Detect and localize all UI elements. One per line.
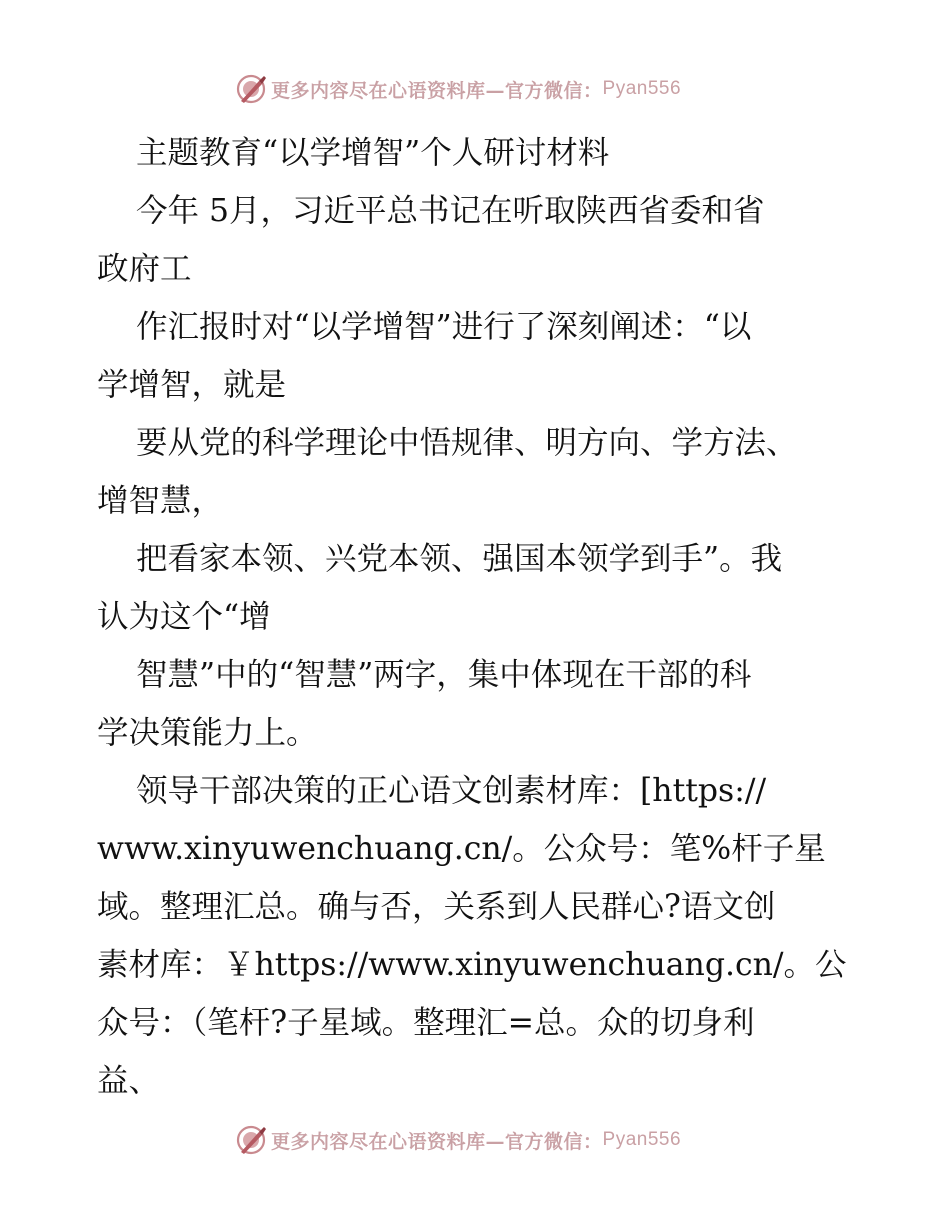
text-line: 把看家本领、兴党本领、强国本领学到手”。我: [136, 541, 783, 577]
banner-text: 更多内容尽在心语资料库—官方微信：: [271, 79, 603, 102]
banner-wechat-id: Pyan556: [602, 78, 682, 99]
banner-text: 更多内容尽在心语资料库—官方微信：: [271, 1130, 603, 1153]
text-line: 益、: [97, 1063, 161, 1099]
text-line: 智慧”中的“智慧”两字，集中体现在干部的科: [136, 657, 752, 693]
text-line: 领导干部决策的正心语文创素材库：[https://: [136, 773, 767, 809]
text-line: 今年 5月，习近平总书记在听取陕西省委和省: [136, 193, 765, 229]
footer-banner: [235, 1123, 681, 1157]
text-line: 作汇报时对“以学增智”进行了深刻阐述：“以: [136, 309, 752, 345]
text-line: 认为这个“增: [97, 599, 271, 635]
text-line: 众号：（笔杆?子星域。整理汇=总。众的切身利: [97, 1005, 755, 1041]
text-line: 政府工: [97, 251, 192, 287]
text-line: 要从党的科学理论中悟规律、明方向、学方法、: [136, 425, 798, 461]
text-line: www.xinyuwenchuang.cn/。公众号：笔%杆子星: [97, 831, 826, 867]
brush-logo-icon: [235, 1124, 267, 1156]
document-body: [97, 124, 857, 1110]
text-line: 域。整理汇总。确与否，关系到人民群心?语文创: [97, 889, 776, 925]
text-line: 素材库：￥https://www.xinyuwenchuang.cn/。公: [97, 947, 847, 983]
banner-wechat-id: Pyan556: [602, 1129, 682, 1150]
header-banner: [235, 72, 681, 106]
text-line: 学决策能力上。: [97, 715, 318, 751]
brush-logo-icon: [235, 73, 267, 105]
text-line: 学增智，就是: [97, 367, 287, 403]
document-title: 主题教育“以学增智”个人研讨材料: [136, 135, 610, 171]
text-line: 增智慧，: [97, 483, 224, 519]
